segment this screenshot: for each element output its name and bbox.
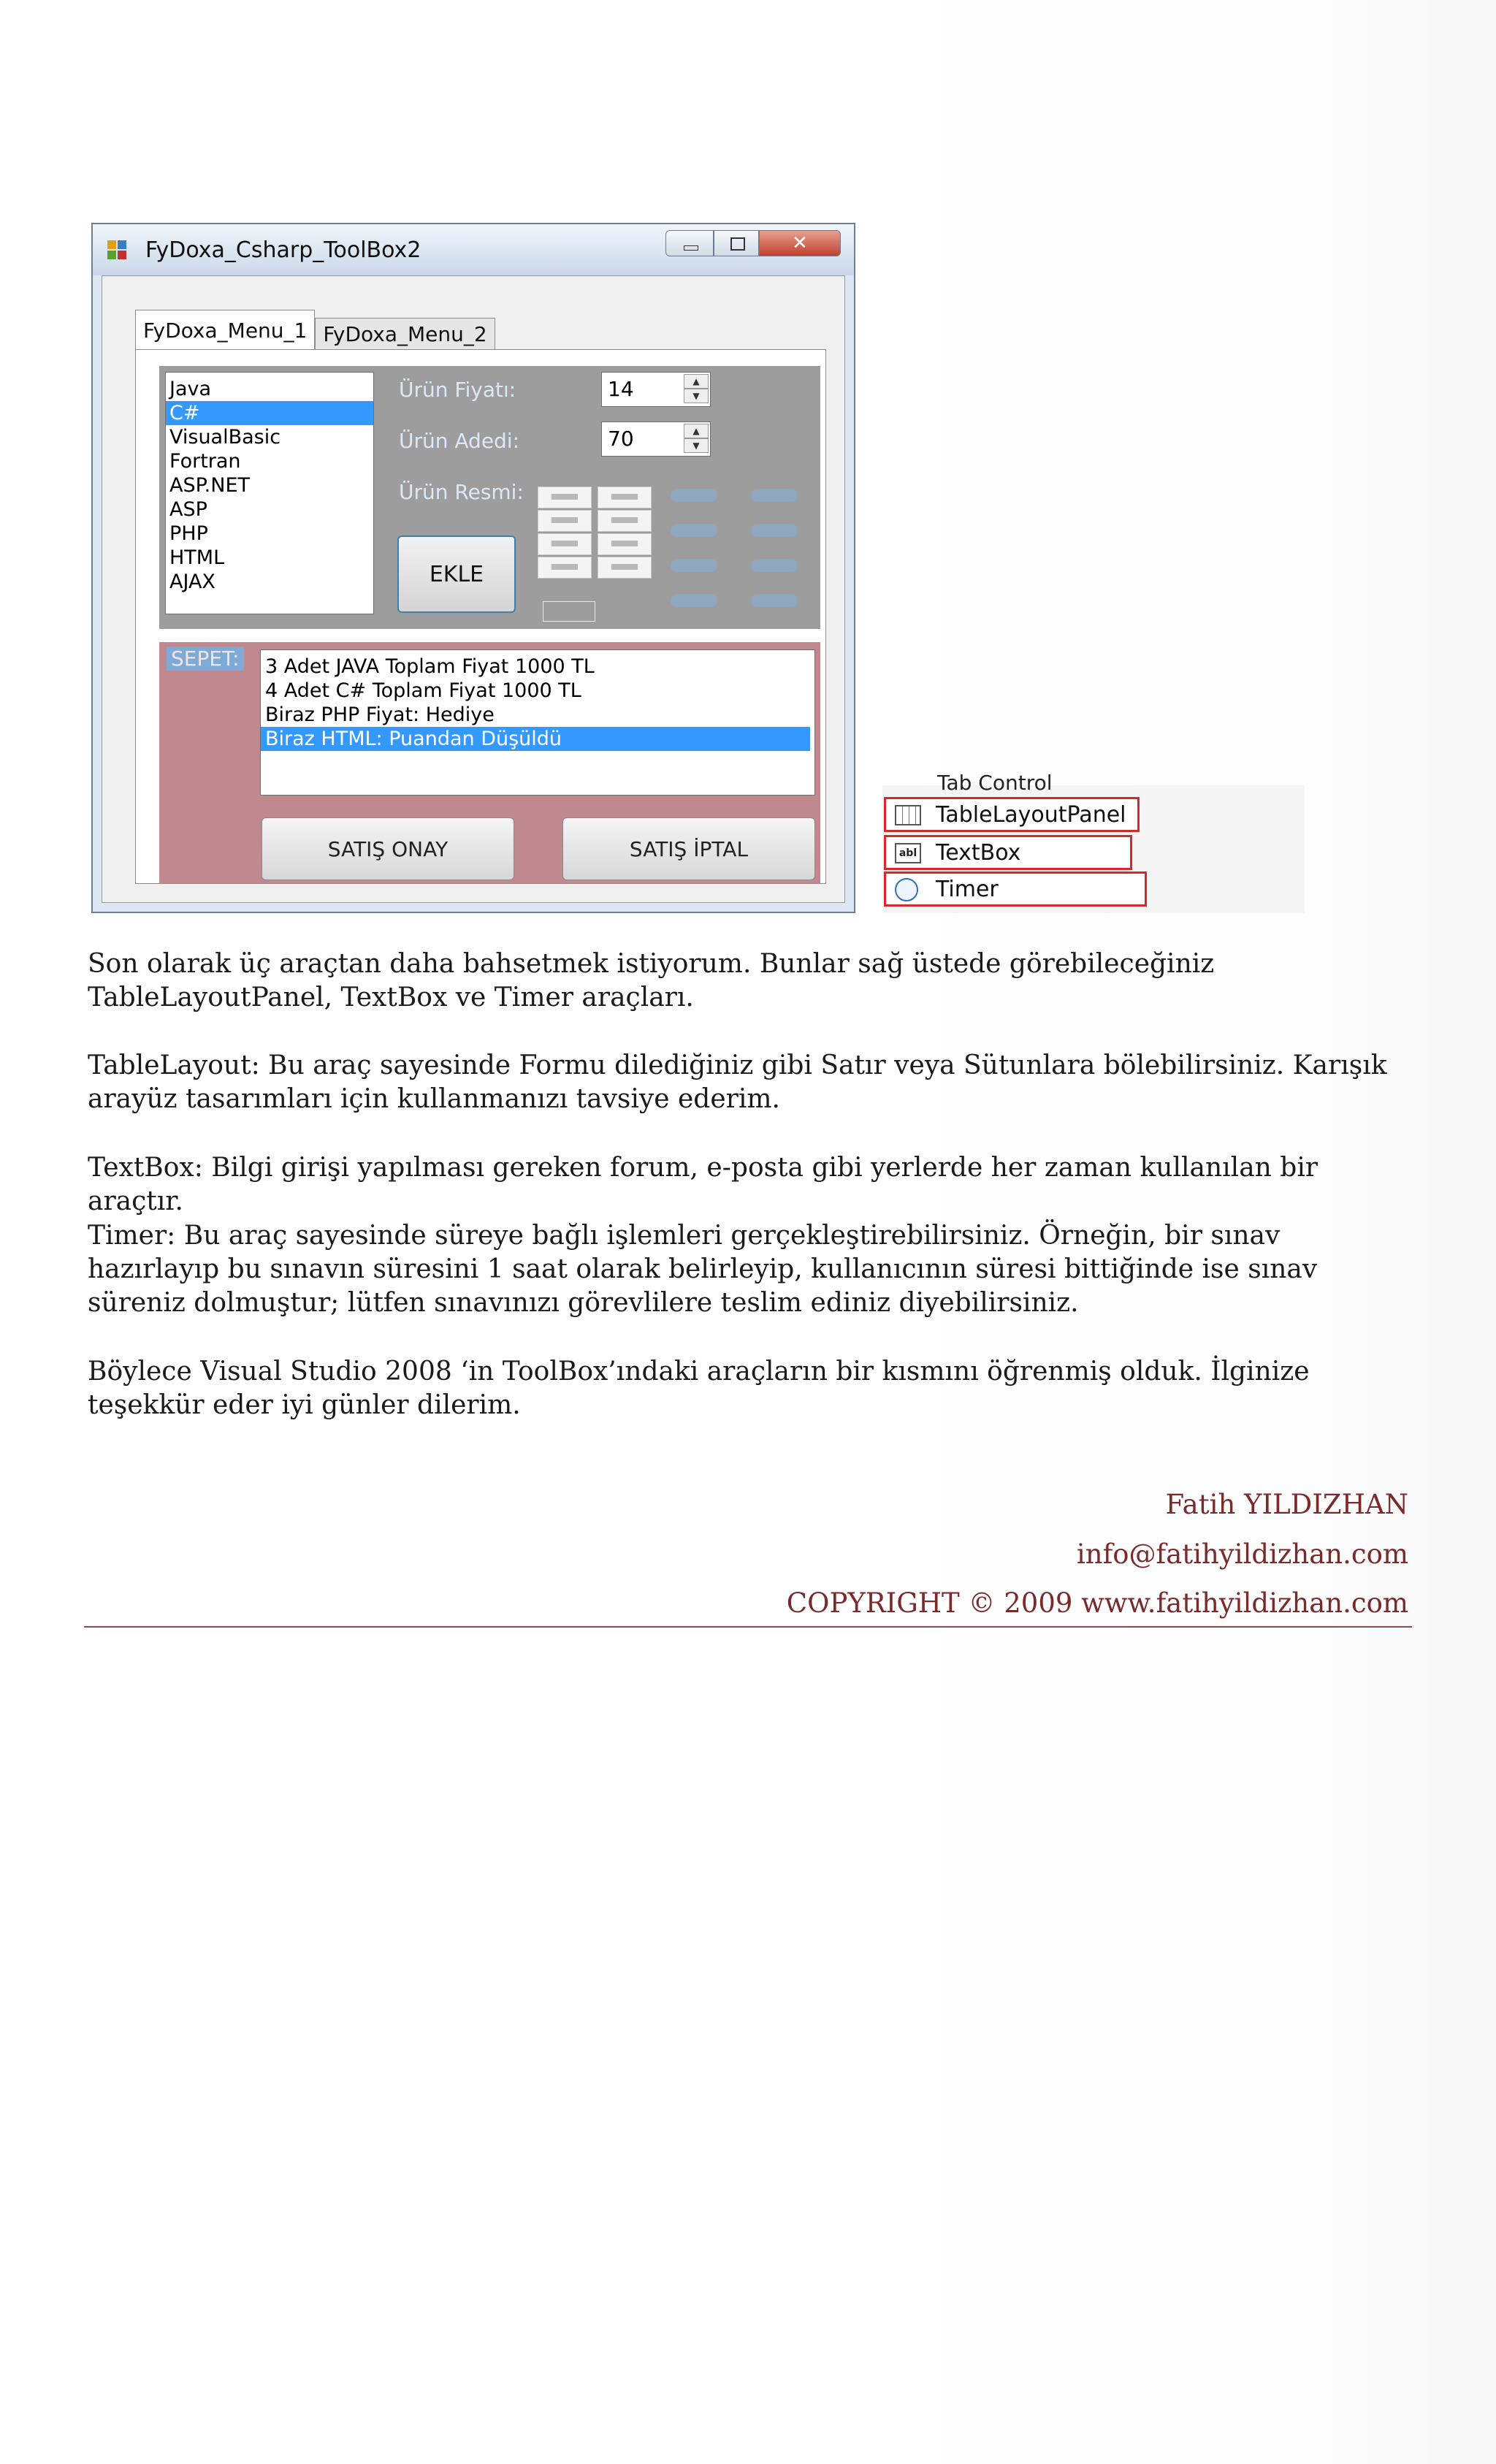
window-controls xyxy=(665,230,841,259)
product-panel xyxy=(159,366,820,629)
quantity-stepper[interactable] xyxy=(601,422,711,457)
window-title: FyDoxa_Csharp_ToolBox2 xyxy=(145,237,421,263)
toolbox-cut-item: Tab Control xyxy=(937,771,1053,795)
product-thumbnail[interactable] xyxy=(538,533,592,555)
product-thumbnail[interactable] xyxy=(598,510,652,532)
list-item[interactable]: AJAX xyxy=(169,571,215,593)
language-logo xyxy=(744,588,806,614)
cancel-sale-button[interactable]: SATIŞ İPTAL xyxy=(562,817,815,880)
minimize-button[interactable] xyxy=(665,230,714,256)
list-item[interactable]: ASP.NET xyxy=(169,474,251,497)
paragraph-intro: Son olarak üç araçtan daha bahsetmek istiyorum. Bunlar sağ üstede görebileceğiniz TableLayoutPanel, TextBox ve Timer araçları. xyxy=(88,949,1215,1012)
product-thumbnail[interactable] xyxy=(538,487,592,508)
title-bar xyxy=(93,224,854,275)
list-item[interactable]: VisualBasic xyxy=(169,426,281,449)
quantity-label: Ürün Adedi: xyxy=(399,429,520,453)
price-stepper[interactable] xyxy=(601,372,711,407)
paragraph-tablelayout: TableLayout: Bu araç sayesinde Formu dilediğiniz gibi Satır veya Sütunlara bölebilirsiniz. Karışık arayüz tasarımları için kullanmanızı tavsiye ederim. xyxy=(88,1050,1387,1114)
maximize-button[interactable] xyxy=(714,230,759,256)
quantity-value: 70 xyxy=(608,427,634,451)
tab-menu-1[interactable]: FyDoxa_Menu_1 xyxy=(135,310,315,351)
add-button[interactable]: EKLE xyxy=(397,535,516,613)
toolbox-snippet xyxy=(882,771,1305,913)
cart-listbox[interactable] xyxy=(260,649,815,796)
product-thumbnail[interactable] xyxy=(538,557,592,579)
language-logo xyxy=(663,588,726,614)
quantity-stepper-arrows[interactable]: ▲ ▼ xyxy=(684,424,709,454)
table-layout-icon xyxy=(895,805,921,825)
cart-panel xyxy=(159,642,820,883)
author-name: Fatih YILDIZHAN xyxy=(1165,1489,1408,1520)
product-thumbnail[interactable] xyxy=(598,533,652,555)
paragraph-closing: Böylece Visual Studio 2008 ‘in ToolBox’ındaki araçların bir kısmını öğrenmiş olduk. İlginize teşekkür eder iyi günler dilerim. xyxy=(88,1357,1310,1420)
toolbox-item-tablelayoutpanel[interactable] xyxy=(884,797,1140,832)
language-logo xyxy=(663,483,726,509)
author-email[interactable]: info@fatihyildizhan.com xyxy=(1076,1538,1408,1570)
toolbox-item-label: TableLayoutPanel xyxy=(936,802,1126,828)
cart-label: SEPET: xyxy=(167,646,244,671)
image-label: Ürün Resmi: xyxy=(399,480,524,504)
toolbox-item-timer[interactable] xyxy=(884,871,1147,907)
toolbox-item-textbox[interactable] xyxy=(884,835,1132,870)
paragraph-textbox: TextBox: Bilgi girişi yapılması gereken forum, e-posta gibi yerlerde her zaman kullanılan bir araçtır. xyxy=(88,1153,1318,1216)
list-item[interactable]: Java xyxy=(169,378,212,400)
language-logo xyxy=(744,483,806,509)
product-thumbnail[interactable] xyxy=(598,487,652,508)
language-logo xyxy=(744,518,806,544)
form-client-area xyxy=(102,275,845,903)
language-logo xyxy=(663,518,726,544)
list-item[interactable]: HTML xyxy=(169,546,225,569)
language-listbox[interactable] xyxy=(165,372,374,614)
price-stepper-arrows[interactable]: ▲ ▼ xyxy=(684,374,709,405)
confirm-sale-button[interactable]: SATIŞ ONAY xyxy=(262,817,514,880)
app-icon xyxy=(107,240,128,261)
language-logo xyxy=(744,553,806,579)
cart-item[interactable]: 4 Adet C# Toplam Fiyat 1000 TL xyxy=(265,679,581,702)
list-item[interactable]: ASP xyxy=(169,498,207,521)
tab-page xyxy=(135,349,826,884)
cart-item-selected[interactable]: Biraz HTML: Puandan Düşüldü xyxy=(261,727,810,751)
form-screenshot xyxy=(91,223,855,913)
close-icon: ✕ xyxy=(792,232,808,254)
picture-box xyxy=(543,601,595,622)
close-button[interactable] xyxy=(759,230,841,256)
toolbox-item-label: TextBox xyxy=(936,840,1021,866)
copyright-line: COPYRIGHT © 2009 www.fatihyildizhan.com xyxy=(786,1587,1408,1619)
language-logo xyxy=(663,553,726,579)
price-label: Ürün Fiyatı: xyxy=(399,378,516,402)
toolbox-item-label: Timer xyxy=(936,877,999,902)
textbox-icon: abl xyxy=(895,843,921,863)
paragraph-timer: Timer: Bu araç sayesinde süreye bağlı işlemleri gerçekleştirebilirsiniz. Örneğin, bir sınav hazırlayıp bu sınavın süresini 1 saat olarak belirleyip, kullanıcının süresi bittiğinde ise sınav süreniz dolmuştur; lütfen sınavınızı görevlilere teslim ediniz diyebilirsiniz. xyxy=(88,1221,1318,1318)
cart-item[interactable]: 3 Adet JAVA Toplam Fiyat 1000 TL xyxy=(265,655,595,678)
tab-strip xyxy=(135,309,495,350)
product-thumbnail[interactable] xyxy=(598,557,652,579)
cart-item[interactable]: Biraz PHP Fiyat: Hediye xyxy=(265,703,495,726)
list-item[interactable]: Fortran xyxy=(169,450,241,473)
price-value: 14 xyxy=(608,377,634,401)
product-thumbnail[interactable] xyxy=(538,510,592,532)
footer-divider xyxy=(84,1626,1412,1628)
page-edge xyxy=(1428,0,1496,2464)
timer-icon xyxy=(895,878,918,901)
list-item[interactable]: PHP xyxy=(169,522,208,545)
tab-menu-2[interactable]: FyDoxa_Menu_2 xyxy=(315,318,495,350)
list-item-selected[interactable]: C# xyxy=(166,401,373,425)
